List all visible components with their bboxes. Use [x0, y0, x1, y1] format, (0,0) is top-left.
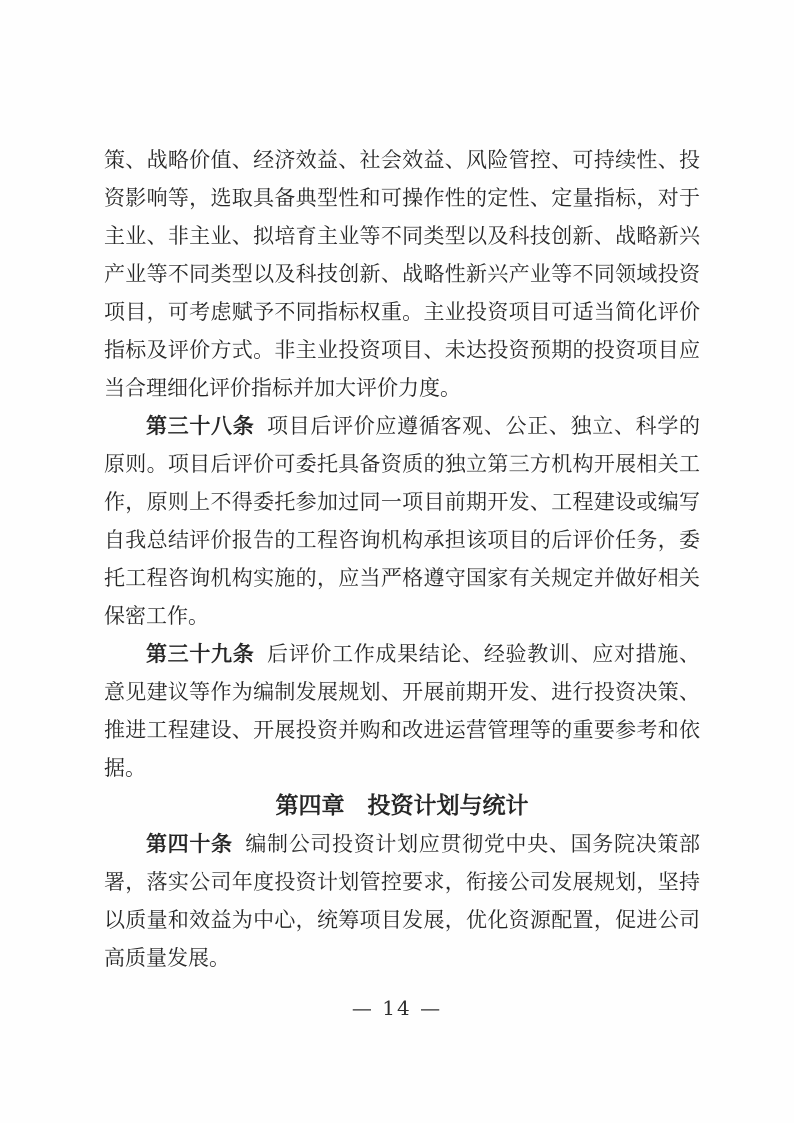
paragraph-continuation: 策、战略价值、经济效益、社会效益、风险管控、可持续性、投资影响等，选取具备典型性和可操作性的定性、定量指标，对于主业、非主业、拟培育主业等不同类型以及科技创新、战略新兴产业等不同类型以及科技创新、战略性新兴产业等不同领域投资项目，可考虑赋予不同指标权重。主业投资项目可适当简化评价指标及评价方式。非主业投资项目、未达投资预期的投资项目应当合理细化评价指标并加大评价力度。	[104, 148, 700, 400]
article-38-number: 第三十八条	[146, 413, 255, 438]
article-39-text: 后评价工作成果结论、经验教训、应对措施、意见建议等作为编制发展规划、开展前期开发、进行投资决策、推进工程建设、开展投资并购和改进运营管理等的重要参考和依据。	[104, 642, 701, 780]
article-39-paragraph	[104, 635, 700, 787]
document-body	[104, 141, 700, 977]
chapter-heading: 第四章 投资计划与统计	[275, 792, 529, 819]
article-40-paragraph	[104, 825, 700, 977]
article-38-text: 项目后评价应遵循客观、公正、独立、科学的原则。项目后评价可委托具备资质的独立第三方机构开展相关工作，原则上不得委托参加过同一项目前期开发、工程建设或编写自我总结评价报告的工程咨询机构承担该项目的后评价任务，委托工程咨询机构实施的，应当严格遵守国家有关规定并做好相关保密工作。	[104, 414, 701, 628]
article-39-number: 第三十九条	[146, 641, 255, 666]
article-40-number: 第四十条	[146, 831, 233, 856]
article-40-text: 编制公司投资计划应贯彻党中央、国务院决策部署，落实公司年度投资计划管控要求，衔接公司发展规划，坚持以质量和效益为中心，统筹项目发展，优化资源配置，促进公司高质量发展。	[104, 832, 700, 970]
page-number: — 14 —	[351, 996, 443, 1020]
article-38-paragraph	[104, 407, 700, 635]
